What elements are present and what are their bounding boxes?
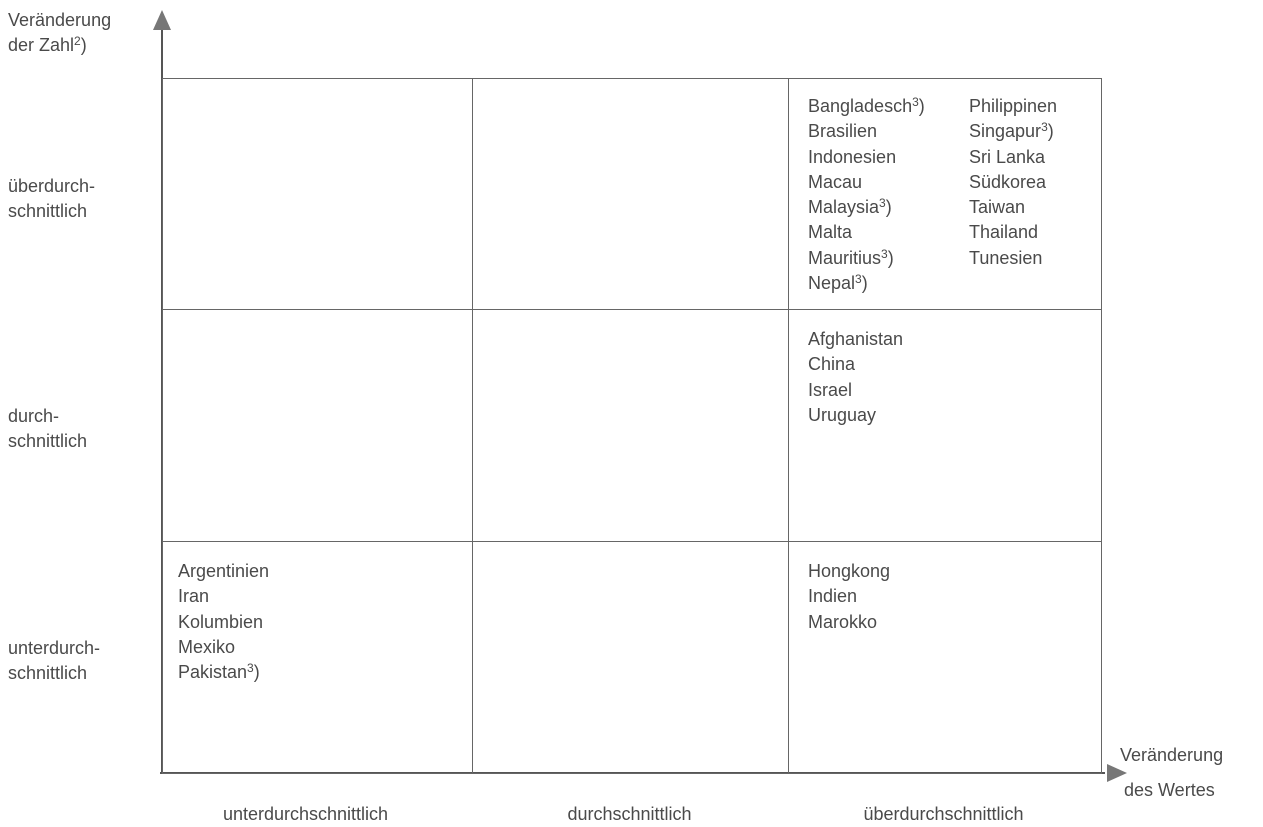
country-entry <box>808 170 925 195</box>
country-name: Philippinen <box>969 96 1058 116</box>
country-name: Brasilien <box>808 121 878 142</box>
row-label-average <box>8 404 87 454</box>
country-name: China <box>808 354 856 375</box>
country-entry <box>969 246 1057 271</box>
country-entry <box>808 145 925 170</box>
country-entry <box>808 378 903 403</box>
country-entry <box>969 170 1057 195</box>
footnote-close: ) <box>861 273 868 294</box>
country-entry <box>808 559 890 584</box>
country-name: Taiwan <box>969 197 1026 218</box>
footnote-close: ) <box>887 247 894 268</box>
country-list-bottom-right <box>808 559 890 635</box>
row-label-line1: überdurch- <box>8 176 96 196</box>
footnote-marker: 3 <box>1041 120 1048 135</box>
country-name: Sri Lanka <box>969 146 1046 167</box>
country-entry <box>178 559 269 584</box>
country-name: Singapur <box>969 121 1042 142</box>
cell-middle-left <box>162 309 473 542</box>
row-label-line1: unterdurch- <box>8 638 101 658</box>
country-entry <box>808 220 925 245</box>
country-entry <box>178 584 269 609</box>
country-entry <box>808 584 890 609</box>
row-label-above-average <box>8 174 95 224</box>
y-axis-title-line2-text: der Zahl <box>8 35 75 55</box>
country-name: Kolumbien <box>178 611 264 632</box>
footnote-marker: 3 <box>912 95 919 109</box>
country-name: Marokko <box>808 611 878 632</box>
footnote-marker: 3 <box>855 272 862 287</box>
country-entry <box>808 610 890 635</box>
country-entry <box>969 195 1057 220</box>
row-label-line2: schnittlich <box>8 663 88 683</box>
country-entry <box>808 271 925 296</box>
country-entry <box>178 660 269 685</box>
country-name: Indonesien <box>808 146 897 167</box>
row-label-below-average <box>8 636 100 686</box>
footnote-marker: 3 <box>879 196 886 211</box>
footnote-marker: 3 <box>881 246 888 261</box>
country-entry <box>969 145 1057 170</box>
country-entry <box>808 403 903 428</box>
footnote-marker: 3 <box>247 661 254 676</box>
country-entry <box>808 119 925 144</box>
country-name: Hongkong <box>808 561 891 581</box>
country-entry <box>178 635 269 660</box>
country-entry <box>969 94 1057 119</box>
country-name: Pakistan <box>178 662 248 683</box>
country-name: Argentinien <box>178 561 270 581</box>
footnote-marker: 2 <box>74 34 81 48</box>
country-list-top-right-col1 <box>808 94 925 296</box>
country-list-top-right-col2 <box>969 94 1057 271</box>
country-name: Mexiko <box>178 636 236 657</box>
cell-top-left <box>162 78 473 310</box>
country-entry <box>178 610 269 635</box>
cell-bottom-middle <box>472 541 789 774</box>
country-entry <box>808 246 925 271</box>
country-name: Thailand <box>969 222 1039 243</box>
country-name: Bangladesch <box>808 96 913 116</box>
row-label-line2: schnittlich <box>8 431 88 451</box>
col-label-below-average: unterdurchschnittlich <box>222 804 389 824</box>
country-name: Uruguay <box>808 404 877 425</box>
x-axis-title-line1: Veränderung <box>1120 745 1224 765</box>
country-list-bottom-left <box>178 559 269 685</box>
footnote-close: ) <box>1047 121 1054 142</box>
x-axis-title <box>1120 738 1223 808</box>
country-name: Mauritius <box>808 247 882 268</box>
x-axis-title-line2: des Wertes <box>1124 780 1215 800</box>
country-name: Israel <box>808 379 853 400</box>
country-name: Malaysia <box>808 197 880 218</box>
cell-top-middle <box>472 78 789 310</box>
cell-middle-middle <box>472 309 789 542</box>
country-entry <box>969 220 1057 245</box>
country-entry <box>808 352 903 377</box>
country-name: Nepal <box>808 273 856 294</box>
row-label-line2: schnittlich <box>8 201 88 221</box>
row-label-line1: durch- <box>8 406 60 426</box>
y-axis-arrowhead <box>153 10 171 30</box>
footnote-close: ) <box>253 662 260 683</box>
country-entry <box>808 195 925 220</box>
country-entry <box>808 94 925 119</box>
country-name: Malta <box>808 222 853 243</box>
country-entry <box>808 327 903 352</box>
country-name: Iran <box>178 586 210 607</box>
country-name: Macau <box>808 171 863 192</box>
col-label-above-average: überdurchschnittlich <box>863 804 1024 824</box>
country-list-middle-right <box>808 327 903 428</box>
footnote-close: ) <box>885 197 892 218</box>
country-name: Afghanistan <box>808 329 904 349</box>
y-axis-title-line2-close: ) <box>80 35 87 55</box>
y-axis-title-line1: Veränderung <box>8 10 112 30</box>
country-name: Indien <box>808 586 858 607</box>
col-label-average: durchschnittlich <box>567 804 692 824</box>
country-entry <box>969 119 1057 144</box>
country-name: Tunesien <box>969 247 1043 268</box>
footnote-close: ) <box>918 96 925 116</box>
country-name: Südkorea <box>969 171 1047 192</box>
